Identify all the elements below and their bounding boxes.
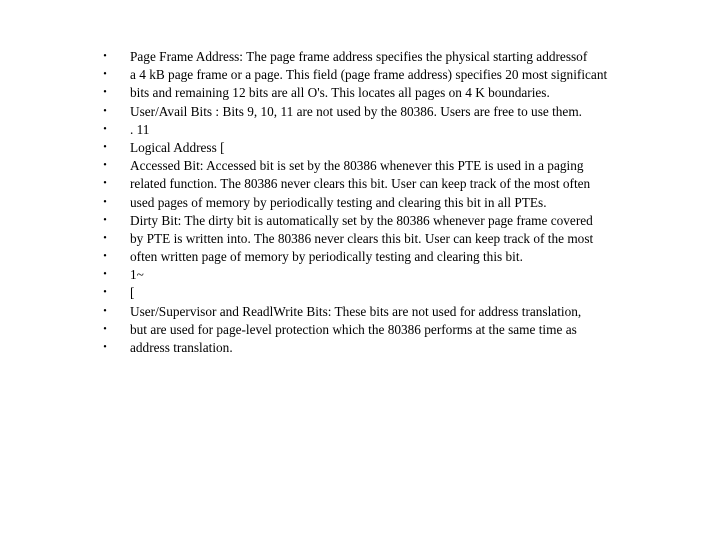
bullet-text: Accessed Bit: Accessed bit is set by the 80386 whenever this PTE is used in a paging <box>130 158 584 174</box>
bullet-icon: • <box>103 323 107 335</box>
bullet-text: User/Supervisor and ReadlWrite Bits: These bits are not used for address translation, <box>130 303 582 319</box>
bullet-icon: • <box>103 105 107 117</box>
bullet-line-2 <box>100 66 700 84</box>
bullet-line-11 <box>100 230 700 248</box>
bullet-icon: • <box>103 123 107 135</box>
bullet-line-12 <box>100 248 700 266</box>
bullet-icon: • <box>103 214 107 226</box>
bullet-icon: • <box>103 87 107 99</box>
bullet-line-16 <box>100 321 700 339</box>
bullet-line-9 <box>100 194 700 212</box>
bullet-text: bits and remaining 12 bits are all O's. This locates all pages on 4 K boundaries. <box>130 85 550 101</box>
bullet-icon: • <box>103 178 107 190</box>
bullet-line-5 <box>100 121 700 139</box>
bullet-icon: • <box>103 141 107 153</box>
bullet-text: . 11 <box>130 121 150 137</box>
bullet-text: often written page of memory by periodically testing and clearing this bit. <box>130 249 523 265</box>
bullet-text: used pages of memory by periodically testing and clearing this bit in all PTEs. <box>130 194 547 210</box>
bullet-icon: • <box>103 160 107 172</box>
bullet-icon: • <box>103 51 107 62</box>
bullet-text: by PTE is written into. The 80386 never clears this bit. User can keep track of the most <box>130 230 594 246</box>
bullet-icon: • <box>103 305 107 317</box>
bullet-icon: • <box>103 232 107 244</box>
bullet-text: Dirty Bit: The dirty bit is automatically set by the 80386 whenever page frame covered <box>130 212 593 228</box>
bullet-text: Page Frame Address: The page frame address specifies the physical starting addressof <box>130 49 588 64</box>
bullet-line-13 <box>100 266 700 284</box>
bullet-text: but are used for page-level protection which the 80386 performs at the same time as <box>130 321 577 337</box>
bullet-text: a 4 kB page frame or a page. This field (page frame address) specifies 20 most significant <box>130 67 608 83</box>
bullet-text: [ <box>130 285 135 301</box>
bullet-line-7 <box>100 157 700 175</box>
bullet-text: Logical Address [ <box>130 139 225 155</box>
bullet-line-8 <box>100 175 700 193</box>
bullet-text: User/Avail Bits : Bits 9, 10, 11 are not used by the 80386. Users are free to use them. <box>130 103 583 119</box>
bullet-line-14 <box>100 284 700 302</box>
bullet-line-17 <box>100 339 700 357</box>
bullet-icon: • <box>103 251 107 263</box>
bullet-icon: • <box>103 287 107 299</box>
bullet-icon: • <box>103 69 107 81</box>
bullet-line-10 <box>100 212 700 230</box>
bullet-icon: • <box>103 269 107 281</box>
bullet-list <box>100 48 700 357</box>
bullet-line-4 <box>100 103 700 121</box>
bullet-text: 1~ <box>130 267 144 283</box>
bullet-line-6 <box>100 139 700 157</box>
bullet-icon: • <box>103 342 107 353</box>
bullet-line-1 <box>100 48 700 66</box>
bullet-line-3 <box>100 84 700 102</box>
bullet-text: address translation. <box>130 340 233 355</box>
bullet-icon: • <box>103 196 107 208</box>
bullet-line-15 <box>100 303 700 321</box>
bullet-text: related function. The 80386 never clears this bit. User can keep track of the most often <box>130 176 591 192</box>
